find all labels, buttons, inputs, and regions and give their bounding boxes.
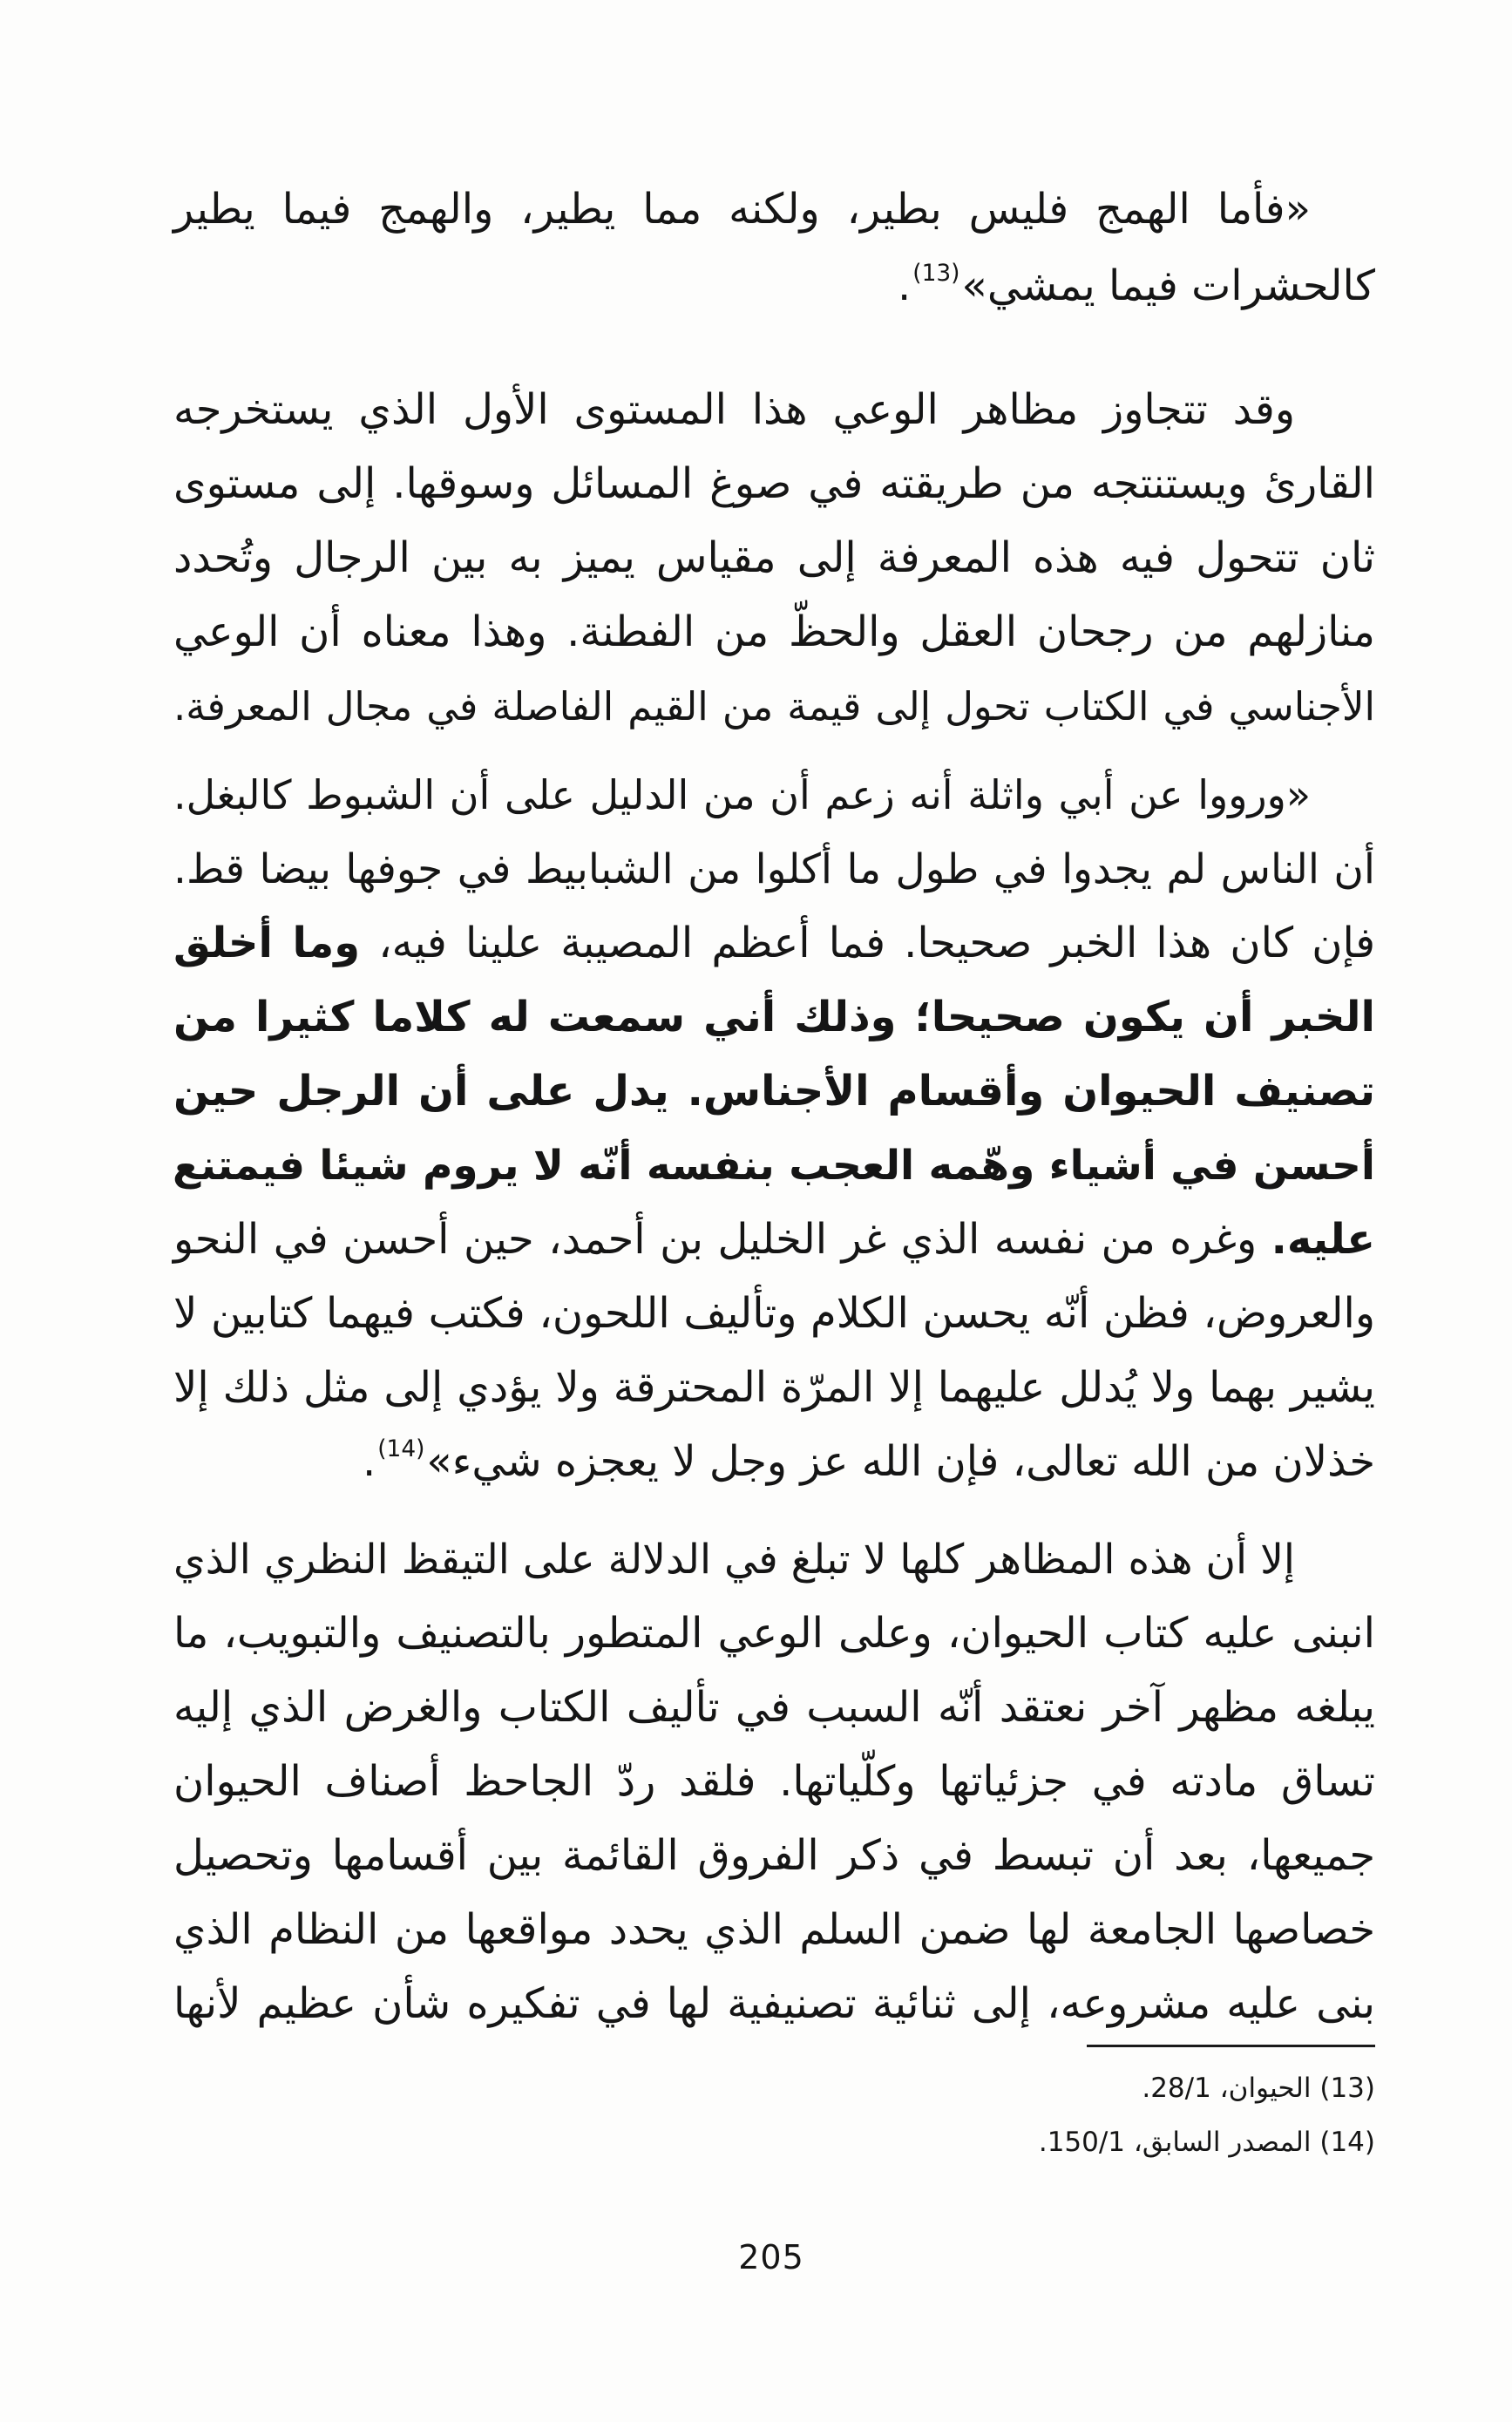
text-line: ثان تتحول فيه هذه المعرفة إلى مقياس يميز به بين الرجال وتُحدد	[173, 533, 1375, 582]
footnote-ref-14: (14)	[377, 1435, 425, 1462]
body-paragraph	[173, 373, 1375, 743]
text-line: انبنى عليه كتاب الحيوان، وعلى الوعي المتطور بالتصنيف والتبويب، ما	[173, 1609, 1375, 1658]
bold-text: عليه.	[1271, 1215, 1375, 1264]
footnote-14: (14) المصدر السابق، 150/1.	[1038, 2127, 1375, 2158]
text-line: والعروض، فظن أنّه يحسن الكلام وتأليف اللحون، فكتب فيهما كتابين لا	[173, 1289, 1375, 1338]
text-line: إلا أن هذه المظاهر كلها لا تبلغ في الدلالة على التيقظ النظري الذي	[173, 1536, 1295, 1584]
text-line	[173, 906, 1375, 980]
text-line: جميعها، بعد أن تبسط في ذكر الفروق القائمة بين أقسامها وتحصيل	[173, 1831, 1375, 1880]
text-line: الأجناسي في الكتاب تحول إلى قيمة من القيم الفاصلة في مجال المعرفة.	[173, 683, 1375, 729]
text-segment: كالحشرات فيما يمشي»	[961, 261, 1375, 310]
bold-text-line: الخبر أن يكون صحيحا؛ وذلك أني سمعت له كلاما كثيرا من	[173, 993, 1375, 1041]
text-line: القارئ ويستنتجه من طريقته في صوغ المسائل وسوقها. إلى مستوى	[173, 459, 1375, 508]
text-line: بنى عليه مشروعه، إلى ثنائية تصنيفية لها في تفكيره شأن عظيم لأنها	[173, 1979, 1375, 2028]
text-line: وقد تتجاوز مظاهر الوعي هذا المستوى الأول الذي يستخرجه	[173, 385, 1295, 434]
bold-text-line: تصنيف الحيوان وأقسام الأجناس. يدل على أن الرجل حين	[173, 1067, 1375, 1116]
text-line: تساق مادته في جزئياتها وكلّياتها. فلقد ردّ الجاحظ أصناف الحيوان	[173, 1757, 1375, 1806]
text-line	[173, 248, 1375, 324]
page-number: 205	[738, 2238, 804, 2276]
bold-text: وما أخلق	[173, 919, 361, 967]
text-line: «فأما الهمج فليس بطير، ولكنه مما يطير، والهمج فيما يطير	[173, 185, 1311, 234]
text-line: يشير بهما ولا يُدلل عليهما إلا المرّة المحترقة ولا يؤدي إلى مثل ذلك إلا	[173, 1363, 1375, 1412]
text-line: خصاصها الجامعة لها ضمن السلم الذي يحدد مواقعها من النظام الذي	[173, 1905, 1375, 1954]
text-segment: وغره من نفسه الذي غر الخليل بن أحمد، حين أحسن في النحو	[173, 1215, 1258, 1264]
text-line	[173, 1425, 1375, 1499]
bold-text-line: أحسن في أشياء وهّمه العجب بنفسه أنّه لا يروم شيئا فيمتنع	[173, 1142, 1375, 1190]
quote-paragraph	[173, 171, 1375, 324]
text-line: «ورووا عن أبي واثلة أنه زعم أن من الدليل على أن الشبوط كالبغل.	[173, 771, 1311, 818]
text-line: منازلهم من رجحان العقل والحظّ من الفطنة. وهذا معناه أن الوعي	[173, 607, 1375, 656]
text-line: أن الناس لم يجدوا في طول ما أكلوا من الشبابيط في جوفها بيضا قط.	[173, 845, 1375, 893]
text-line	[173, 1203, 1375, 1277]
footnote-ref-13: (13)	[912, 259, 960, 287]
footnote-13: (13) الحيوان، 28/1.	[1142, 2073, 1375, 2104]
body-paragraph	[173, 1523, 1375, 2041]
text-segment: خذلان من الله تعالى، فإن الله عز وجل لا يعجزه شيء»	[426, 1437, 1375, 1486]
text-line: يبلغه مظهر آخر نعتقد أنّه السبب في تأليف الكتاب والغرض الذي إليه	[173, 1683, 1375, 1732]
sentence-end: .	[362, 1437, 376, 1486]
quote-paragraph	[173, 758, 1375, 1499]
sentence-end: .	[898, 261, 912, 310]
footnote-separator	[1087, 2045, 1375, 2047]
text-segment: فإن كان هذا الخبر صحيحا. فما أعظم المصيبة علينا فيه،	[378, 919, 1376, 967]
